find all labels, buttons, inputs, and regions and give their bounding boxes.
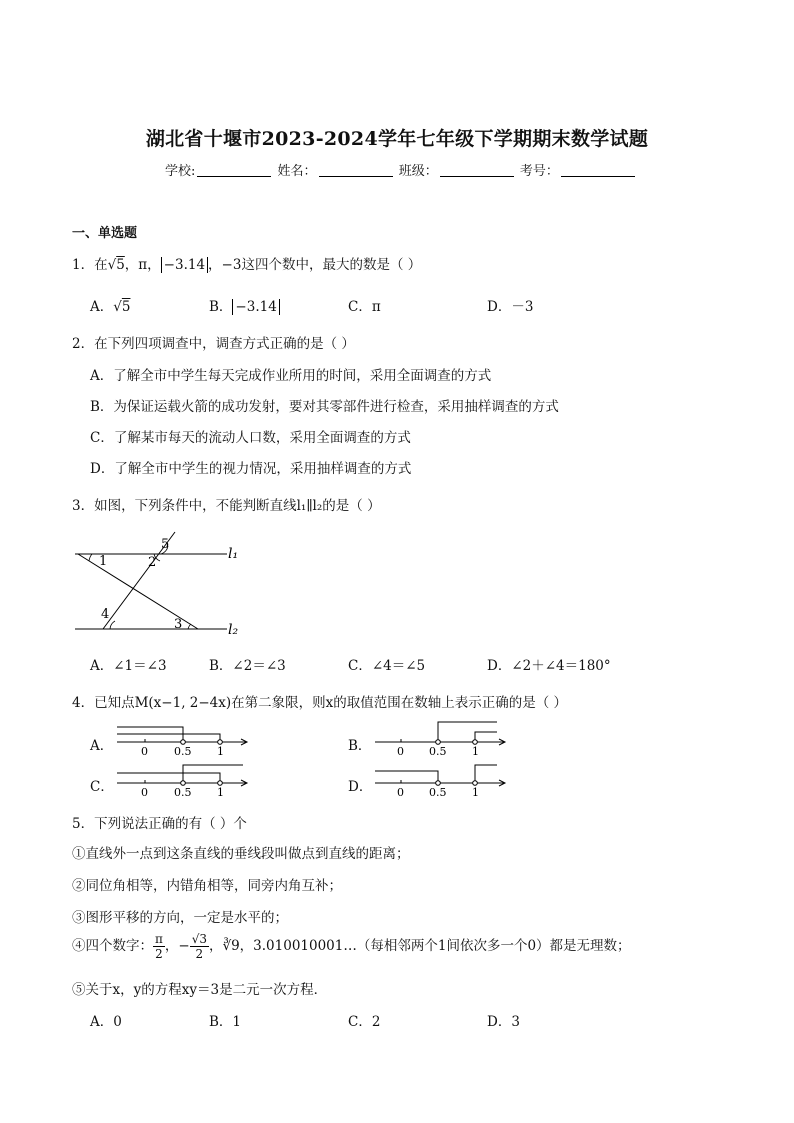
stem-text: ，π，: [124, 257, 161, 273]
stem-text: ，−3这四个数中，最大的数是（ ）: [208, 257, 422, 273]
question-3-stem: 3．如图，下列条件中，不能判断直线l₁∥l₂的是（ ）: [72, 498, 381, 514]
absolute-value: −3.14: [232, 299, 279, 315]
q5-statement-1: ①直线外一点到这条直线的垂线段叫做点到直线的距离；: [72, 846, 410, 862]
option-label: A．: [90, 299, 114, 315]
q1-option-d[interactable]: D．－3: [487, 299, 534, 315]
stem-text: 在: [94, 257, 108, 273]
number-line-c: [112, 759, 252, 801]
q2-option-d[interactable]: D．了解全市中学生的视力情况，采用抽样调查的方式: [90, 461, 412, 477]
tick-1: 1: [472, 745, 479, 758]
number-line-b: [370, 718, 510, 760]
tick-1: 1: [217, 786, 224, 799]
statement-text: ④四个数字：: [72, 938, 153, 954]
tick-0-5: 0.5: [174, 745, 192, 758]
radicand: 5: [116, 257, 125, 273]
angle-2-label: 2: [148, 555, 157, 570]
q2-option-c[interactable]: C．了解某市每天的流动人口数，采用全面调查的方式: [90, 430, 411, 446]
question-5-stem: 5．下列说法正确的有（ ）个: [72, 816, 247, 832]
name-label: 姓名：: [277, 164, 317, 179]
radicand: 5: [121, 299, 131, 315]
parallel-lines-figure: [70, 530, 260, 645]
q4-option-b[interactable]: B．: [348, 738, 372, 754]
angle-4-label: 4: [101, 607, 110, 622]
statement-text: ，−: [164, 938, 190, 954]
tick-0: 0: [397, 745, 404, 758]
q1-option-c[interactable]: C．π: [348, 299, 381, 315]
tick-0-5: 0.5: [429, 786, 447, 799]
question-1-stem: [72, 253, 421, 273]
q1-option-b[interactable]: [209, 295, 280, 315]
question-2-stem: 2．在下列四项调查中，调查方式正确的是（ ）: [72, 336, 355, 352]
q2-option-b[interactable]: B．为保证运载火箭的成功发射，要对其零部件进行检查，采用抽样调查的方式: [90, 399, 559, 415]
angle-3-label: 3: [174, 617, 183, 632]
absolute-value: −3.14: [161, 257, 208, 273]
name-blank[interactable]: [319, 163, 393, 177]
angle-1-label: 1: [99, 554, 108, 569]
q5-option-b[interactable]: B．1: [209, 1014, 242, 1030]
fraction-pi-over-2: [153, 932, 165, 961]
tick-0-5: 0.5: [429, 745, 447, 758]
tick-0-5: 0.5: [174, 786, 192, 799]
q5-option-c[interactable]: C．2: [348, 1014, 381, 1030]
q4-option-d[interactable]: D．: [348, 779, 373, 795]
student-info-line: [165, 160, 637, 179]
q5-statement-4: [72, 932, 631, 961]
q4-option-a[interactable]: A．: [90, 738, 114, 754]
label-l1: l₁: [228, 546, 239, 562]
q5-option-d[interactable]: D．3: [487, 1014, 520, 1030]
fraction-root3-over-2: [190, 932, 209, 961]
class-label: 班级：: [398, 164, 438, 179]
option-label: B．: [209, 299, 233, 315]
number-line-d: [370, 759, 510, 801]
tick-0: 0: [397, 786, 404, 799]
school-label: 学校:: [165, 164, 196, 179]
q5-statement-5: ⑤关于x，y的方程xy＝3是二元一次方程．: [72, 982, 328, 998]
tick-1: 1: [472, 786, 479, 799]
page-title: 湖北省十堰市2023-2024学年七年级下学期期末数学试题: [145, 128, 649, 150]
number-line-a: [112, 718, 252, 760]
tick-0: 0: [141, 786, 148, 799]
statement-text: ，∛9，3.010010001…（每相邻两个1间依次多一个0）都是无理数；: [208, 938, 631, 954]
denominator: 2: [195, 947, 204, 961]
q3-option-d[interactable]: D．∠2＋∠4＝180°: [487, 658, 611, 674]
q5-option-a[interactable]: A．0: [90, 1014, 122, 1030]
q3-option-b[interactable]: B．∠2＝∠3: [209, 658, 286, 674]
q2-option-a[interactable]: A．了解全市中学生每天完成作业所用的时间，采用全面调查的方式: [90, 368, 492, 384]
school-blank[interactable]: [197, 163, 271, 177]
number-blank[interactable]: [561, 163, 635, 177]
q3-option-a[interactable]: A．∠1＝∠3: [90, 658, 167, 674]
q1-option-a[interactable]: [90, 295, 130, 315]
numerator: π: [155, 932, 163, 946]
label-l2: l₂: [228, 622, 239, 638]
denominator: 2: [155, 947, 163, 961]
tick-1: 1: [217, 745, 224, 758]
numerator: √3: [191, 932, 207, 946]
q5-statement-2: ②同位角相等，内错角相等，同旁内角互补；: [72, 878, 342, 894]
q5-statement-3: ③图形平移的方向，一定是水平的；: [72, 910, 288, 926]
tick-0: 0: [141, 745, 148, 758]
question-4-stem: 4．已知点M(x−1, 2−4x)在第二象限，则x的取值范围在数轴上表示正确的是（ ）: [72, 695, 568, 711]
class-blank[interactable]: [440, 163, 514, 177]
q4-option-c[interactable]: C．: [90, 779, 114, 795]
q3-option-c[interactable]: C．∠4＝∠5: [348, 658, 426, 674]
section-heading: 一、单选题: [72, 226, 138, 241]
sqrt-expression: √5: [113, 299, 131, 315]
number-label: 考号：: [519, 164, 559, 179]
sqrt-expression: √5: [107, 257, 125, 273]
question-number: 1．: [72, 257, 95, 273]
angle-5-label: 5: [161, 537, 170, 552]
